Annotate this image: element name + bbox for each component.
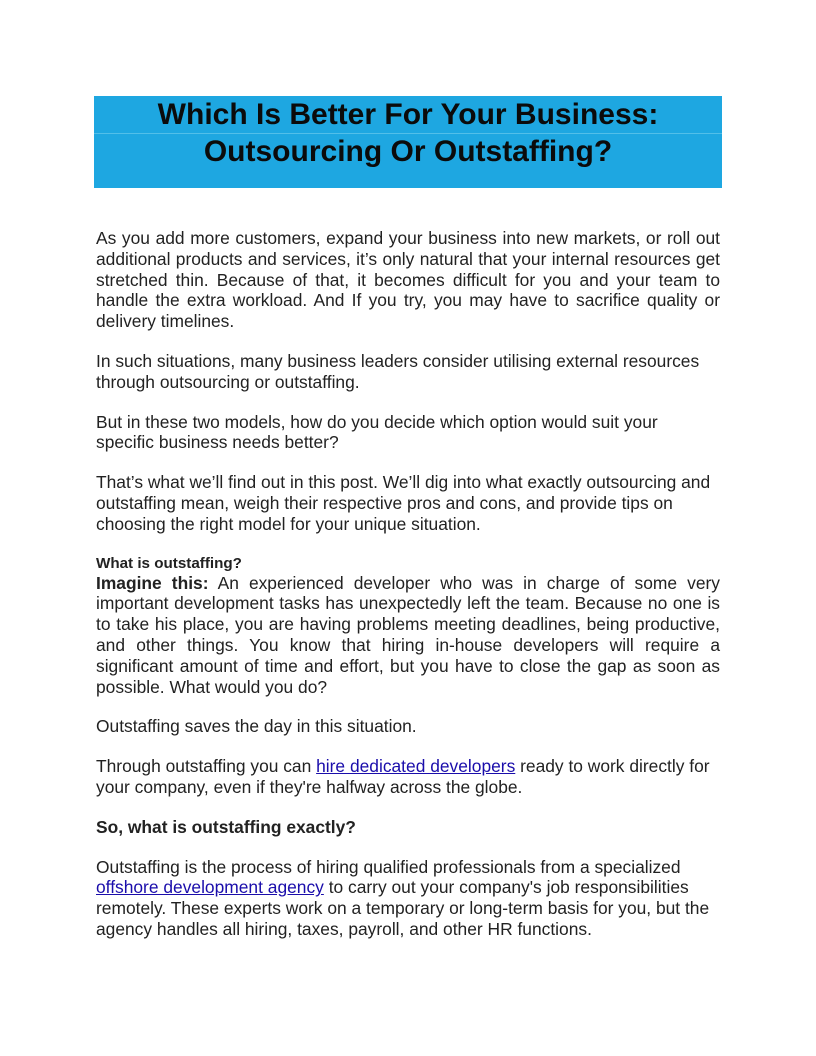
- page-title-line-1: Which Is Better For Your Business:: [94, 97, 722, 134]
- situations-paragraph: In such situations, many business leaders consider utilising external resources through outsourcing or outstaffing.: [96, 350, 700, 392]
- intro-paragraph: As you add more customers, expand your business into new markets, or roll out additional products and services, it’s only natural that your internal resources get stretched thin. Because of that, it becomes difficult for you and your team to handle the extra workload. And If you try, you may have to sacrifice quality or delivery timelines.: [96, 228, 720, 332]
- models-question-paragraph: But in these two models, how do you decide which option would suit your specific business needs better?: [96, 411, 658, 453]
- outstaffing-definition-paragraph: [96, 857, 720, 940]
- through-text-after: ready to work directly for your company, even if they're halfway across the globe.: [96, 756, 710, 797]
- post-overview-paragraph: That’s what we’ll find out in this post. We’ll dig into what exactly outsourcing and outstaffing mean, weigh their respective pros and cons, and provide tips on choosing the right model for your unique situation.: [96, 472, 711, 534]
- imagine-lead: Imagine this:: [96, 572, 209, 593]
- through-outstaffing-paragraph: [96, 756, 720, 798]
- section-heading-what-is-outstaffing: What is outstaffing?: [96, 554, 242, 572]
- through-text-before: Through outstaffing you can: [96, 756, 317, 777]
- page-title-line-2: Outsourcing Or Outstaffing?: [203, 135, 613, 168]
- article-body: [96, 228, 720, 959]
- definition-text-before: Outstaffing is the process of hiring qualified professionals from a specialized: [96, 856, 681, 877]
- saves-the-day-paragraph: Outstaffing saves the day in this situation.: [96, 716, 417, 737]
- definition-text-after: to carry out your company's job responsibilities remotely. These experts work on a temporary or long-term basis for you, but the agency handles all hiring, taxes, payroll, and other HR functions.: [96, 877, 710, 939]
- offshore-development-agency-link[interactable]: offshore development agency: [96, 877, 324, 898]
- imagine-text: An experienced developer who was in charge of some very important development tasks has unexpectedly left the team. Because no one is to take his place, you are having problems meeting deadlines, being productive, and other things. You know that hiring in-house developers will require a significant amount of time and effort, but you have to close the gap as soon as possible. What would you do?: [96, 572, 720, 697]
- hire-dedicated-developers-link[interactable]: hire dedicated developers: [316, 756, 516, 777]
- section-heading-outstaffing-exactly: So, what is outstaffing exactly?: [96, 816, 356, 837]
- title-banner: [94, 96, 722, 188]
- imagine-paragraph: [96, 573, 720, 698]
